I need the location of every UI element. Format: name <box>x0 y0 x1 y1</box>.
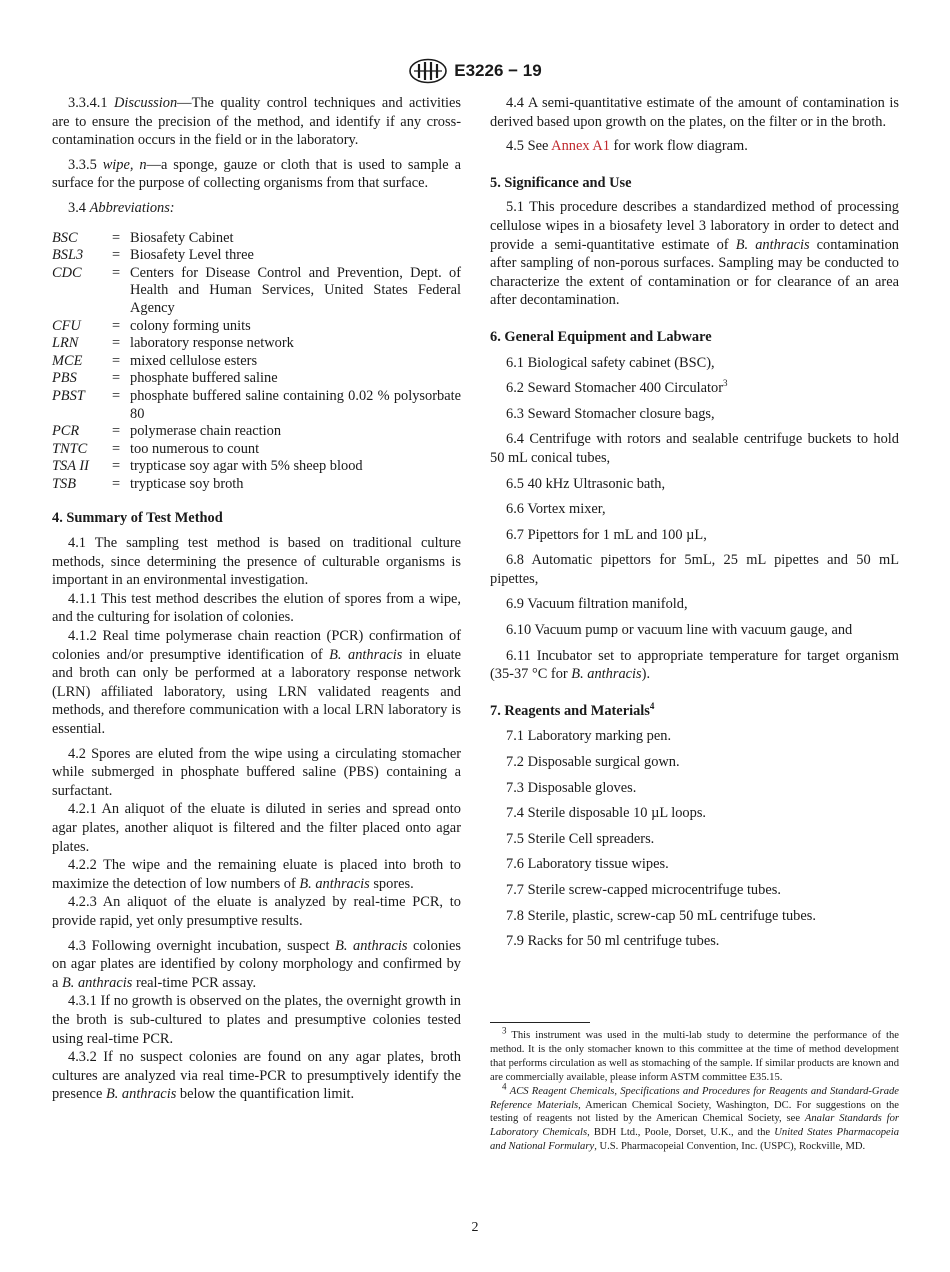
paragraph-4-1-2: 4.1.2 Real time polymerase chain reaction (PCR) confirmation of colonies and/or presumptive identification of B. anthracis in eluate and broth can only be performed at a laboratory response network (LRN) affiliated laboratory, using LRN validated reagents and methods, and therefore communication with a local LRN laboratory is essential. <box>52 628 461 737</box>
abbr-row: BSC = Biosafety Cabinet <box>52 229 234 246</box>
paragraph-4-2-1: 4.2.1 An aliquot of the eluate is diluted in series and spread onto agar plates, another aliquot is filtered and the filter placed onto agar plates. <box>52 801 461 855</box>
abbr-row: CDC = Centers for Disease Control and Prevention, Dept. of Health and Human Services, United States Federal Agency <box>52 264 461 316</box>
paragraph-5-1: 5.1 This procedure describes a standardized method of processing cellulose wipes in a biosafety level 3 laboratory in order to detect and provide a semi-quantitative estimate of B. anthracis contamination after sampling of non-porous surfaces. Sampling may be conducted to characterize the extent of contamination or for clearance of an area after decontamination. <box>490 199 899 309</box>
page-number: 2 <box>471 1220 479 1235</box>
list-item: 7.6 Laboratory tissue wipes. <box>506 856 669 873</box>
paragraph-4-3-1: 4.3.1 If no growth is observed on the plates, the overnight growth in the broth is sub-cultured to plates and presumptive colonies tested using real-time PCR. <box>52 993 461 1047</box>
list-item: 7.2 Disposable surgical gown. <box>506 754 680 771</box>
abbr-row: PBS = phosphate buffered saline <box>52 370 278 387</box>
paragraph-4-2-3: 4.2.3 An aliquot of the eluate is analyzed by real-time PCR, to provide rapid, yet only presumptive results. <box>52 894 461 929</box>
footnote-3: $^3$ This instrument was used in the multi-lab study to determine the performance of the method. It is the only stomacher known to this committee at the time of method development that performs circulation as well as stomaching of the sample. If similar products are known and are commercially available, please inform ASTM committee E35.15. <box>490 1025 899 1083</box>
abbr-row: BSL3 = Biosafety Level three <box>52 247 254 264</box>
footnote-ref-3[interactable]: 3 <box>723 378 728 389</box>
list-item: 7.8 Sterile, plastic, screw-cap 50 mL centrifuge tubes. <box>506 907 816 924</box>
astm-logo-icon <box>408 58 448 84</box>
abbr-row: LRN = laboratory response network <box>52 335 294 352</box>
paragraph-4-5: 4.5 See Annex A1 for work flow diagram. <box>506 138 748 155</box>
abbr-row: PBST = phosphate buffered saline containing 0.02 % polysorbate 80 <box>52 387 461 422</box>
list-item: 6.4 Centrifuge with rotors and sealable centrifuge buckets to hold 50 mL conical tubes, <box>490 431 899 466</box>
list-item: 6.9 Vacuum filtration manifold, <box>506 596 688 613</box>
list-item: 7.9 Racks for 50 ml centrifuge tubes. <box>506 933 720 950</box>
section-6-heading: 6. General Equipment and Labware <box>490 328 712 345</box>
list-item: 7.4 Sterile disposable 10 µL loops. <box>506 805 707 822</box>
right-column <box>490 94 899 951</box>
abbr-row: TSA II = trypticase soy agar with 5% sheep blood <box>52 458 363 475</box>
section-4-heading: 4. Summary of Test Method <box>52 510 223 527</box>
abbreviations-table <box>52 230 461 494</box>
list-item: 7.1 Laboratory marking pen. <box>506 728 672 745</box>
list-item: 6.10 Vacuum pump or vacuum line with vacuum gauge, and <box>506 622 853 639</box>
abbr-row: TNTC = too numerous to count <box>52 440 260 457</box>
paragraph-4-3-2: 4.3.2 If no suspect colonies are found on any agar plates, broth cultures are analyzed via real time-PCR to presumptively identify the presence B. anthracis below the quantification limit. <box>52 1049 461 1103</box>
paragraph-4-1-1: 4.1.1 This test method describes the elution of spores from a wipe, and the culturing for isolation of colonies. <box>52 590 461 626</box>
paragraph-3-3-4-1: 3.3.4.1 Discussion—The quality control techniques and activities are to ensure the precision of the method, and identify if any cross-contamination occurs in the field or in the laboratory. <box>52 95 461 149</box>
abbr-row: TSB = trypticase soy broth <box>52 475 244 492</box>
list-item: 6.1 Biological safety cabinet (BSC), <box>506 354 715 371</box>
list-item: 6.2 Seward Stomacher 400 Circulator$^3$ <box>506 378 728 397</box>
list-item: 6.3 Seward Stomacher closure bags, <box>506 405 715 422</box>
abbr-row: PCR = polymerase chain reaction <box>52 423 282 440</box>
document-designation: E3226 − 19 <box>454 61 542 80</box>
paragraph-4-2-2: 4.2.2 The wipe and the remaining eluate is placed into broth to maximize the detection of low numbers of B. anthracis spores. <box>52 857 461 892</box>
abbr-row: MCE = mixed cellulose esters <box>52 352 258 369</box>
paragraph-4-2: 4.2 Spores are eluted from the wipe using a circulating stomacher while submerged in phosphate buffered saline (PBS) containing a surfactant. <box>52 745 461 799</box>
list-item: 7.3 Disposable gloves. <box>506 779 637 796</box>
paragraph-4-4: 4.4 A semi-quantitative estimate of the amount of contamination is derived based upon growth on the plates, on the filter or in the broth. <box>490 95 899 130</box>
section-7-heading: 7. Reagents and Materials$^4$ <box>490 701 655 719</box>
list-item: 6.5 40 kHz Ultrasonic bath, <box>506 475 666 492</box>
paragraph-4-3: 4.3 Following overnight incubation, suspect B. anthracis colonies on agar plates are identified by colony morphology and confirmed by a B. anthracis real-time PCR assay. <box>52 937 462 991</box>
footnote-4: $^4$ ACS Reagent Chemicals, Specifications and Procedures for Reagents and Standard-Grade Reference Materials, American Chemical Society, Washington, DC. For suggestions on the testing of reagents not listed by the American Chemical Society, see Analar Standards for Laboratory Chemicals, BDH Ltd., Poole, Dorset, U.K., and the United States Pharmacopeia and National Formulary, U.S. Pharmacopeial Convention, Inc. (USPC), Rockville, MD. <box>490 1081 900 1153</box>
annex-a1-link[interactable]: Annex A1 <box>551 138 610 155</box>
abbr-row: CFU = colony forming units <box>52 317 251 334</box>
reagents-list <box>490 727 899 950</box>
list-item: 6.8 Automatic pipettors for 5mL, 25 mL pipettes and 50 mL pipettes, <box>490 552 899 587</box>
list-item: 7.7 Sterile screw-capped microcentrifuge tubes. <box>506 882 781 898</box>
page-header <box>0 56 950 86</box>
paragraph-4-1: 4.1 The sampling test method is based on traditional culture methods, since determining the presence of culturable organisms is important in an environmental investigation. <box>52 535 461 589</box>
list-item: 7.5 Sterile Cell spreaders. <box>506 830 655 847</box>
paragraph-3-4: 3.4 Abbreviations: <box>68 199 175 216</box>
left-column <box>52 94 461 1104</box>
list-item: 6.7 Pipettors for 1 mL and 100 µL, <box>506 526 707 543</box>
list-item: 6.11 Incubator set to appropriate temperature for target organism (35-37 °C for B. anthracis). <box>490 647 899 683</box>
paragraph-3-3-5: 3.3.5 wipe, n—a sponge, gauze or cloth that is used to sample a surface for the purpose of collecting organisms from that surface. <box>52 156 461 192</box>
footnotes <box>490 1022 899 1154</box>
list-item: 6.6 Vortex mixer, <box>506 501 606 518</box>
footnote-divider <box>490 1022 590 1023</box>
section-5-heading: 5. Significance and Use <box>490 174 632 191</box>
equipment-list <box>490 354 899 684</box>
footnote-ref-4[interactable]: 4 <box>649 701 655 712</box>
